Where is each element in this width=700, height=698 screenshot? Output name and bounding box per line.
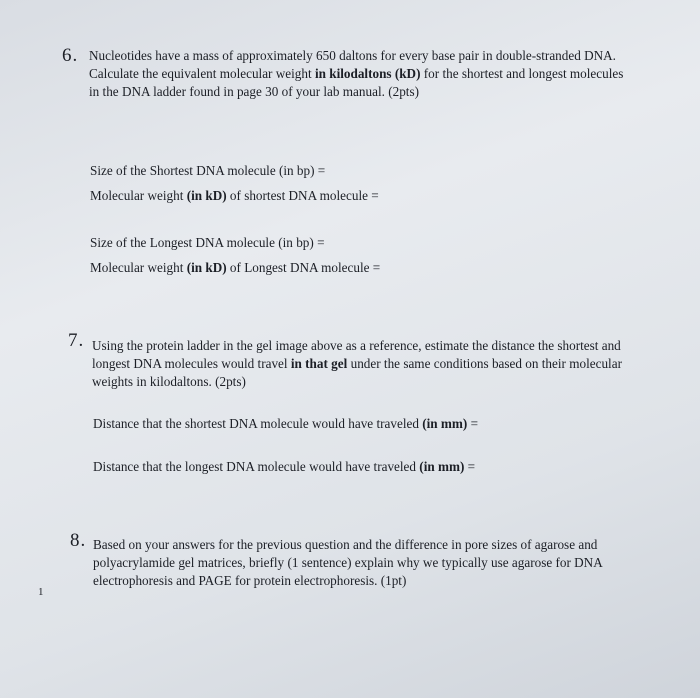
longest-distance-prompt: Distance that the longest DNA molecule would have traveled (in mm) = <box>93 459 476 474</box>
shortest-size-prompt: Size of the Shortest DNA molecule (in bp) = <box>90 163 326 178</box>
question-7-number: 7. <box>68 330 85 351</box>
shortest-distance-prompt: Distance that the shortest DNA molecule would have traveled (in mm) = <box>93 416 479 431</box>
longest-mw-prompt: Molecular weight (in kD) of Longest DNA molecule = <box>90 260 381 275</box>
question-7-text: Using the protein ladder in the gel image above as a reference, estimate the distance the shortest and longest DNA molecules would travel in that gel under the same conditions based on their molecular weights in kilodaltons. (2pts) <box>92 338 622 389</box>
longest-size-prompt: Size of the Longest DNA molecule (in bp) = <box>90 235 325 250</box>
shortest-mw-prompt: Molecular weight (in kD) of shortest DNA molecule = <box>90 188 379 203</box>
question-6-number: 6. <box>62 45 79 66</box>
question-6-text: Nucleotides have a mass of approximately 650 daltons for every base pair in double-stranded DNA. Calculate the equivalent molecular weight in kilodaltons (kD) for the shortest and longest molecules in the DNA ladder found in page 30 of your lab manual. (2pts) <box>89 48 624 99</box>
question-8-number: 8. <box>70 530 87 551</box>
question-8-text: Based on your answers for the previous question and the difference in pore sizes of agarose and polyacrylamide gel matrices, briefly (1 sentence) explain why we typically use agarose for DNA electrophoresis and PAGE for protein electrophoresis. (1pt) <box>93 537 602 588</box>
page-number: 1 <box>38 586 44 598</box>
